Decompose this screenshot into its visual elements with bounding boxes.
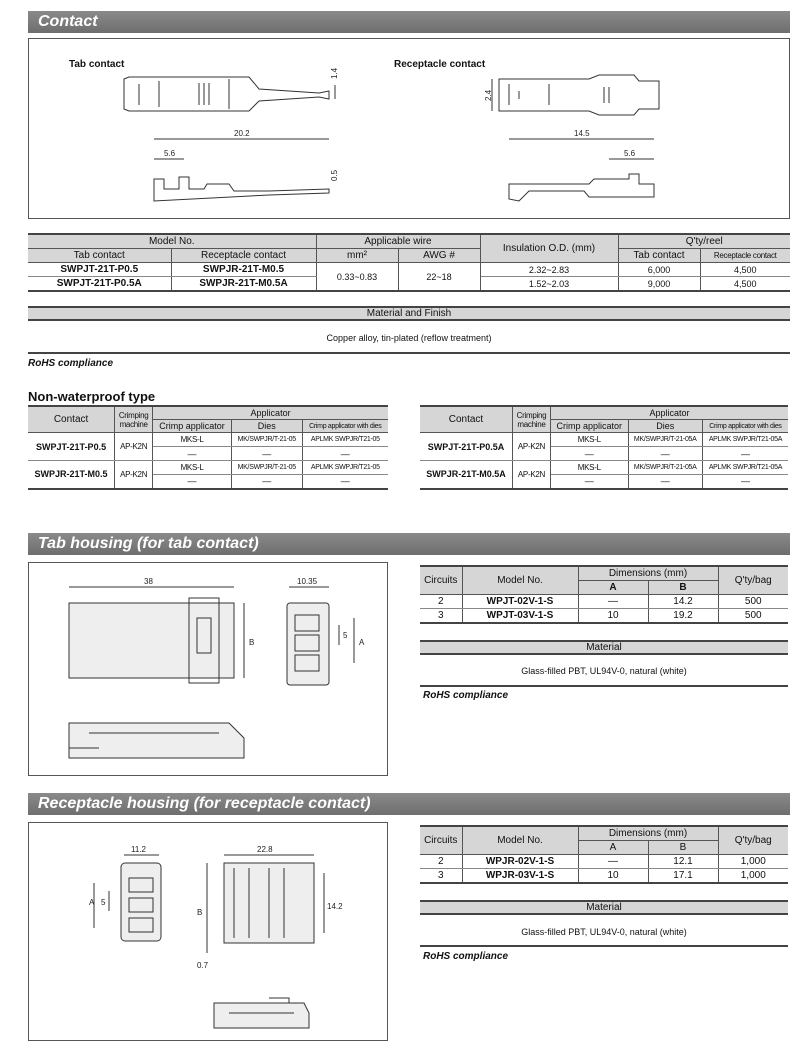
table-cell: 9,000 xyxy=(618,277,700,292)
table-cell: 17.1 xyxy=(648,869,718,884)
drawing-part xyxy=(420,406,788,489)
table-cell: MKS-L xyxy=(153,461,232,475)
material-text: Glass-filled PBT, UL94V-0, natural (white) xyxy=(521,666,687,676)
table-row xyxy=(28,433,388,447)
material-header: Material and Finish xyxy=(28,306,790,321)
divider xyxy=(28,352,790,354)
table-header-cell: Tab contact xyxy=(28,249,171,263)
table-header-cell: Crimp applicator with dies xyxy=(302,420,388,433)
table-cell: MK/SWPJR/T-21-05A xyxy=(628,433,702,447)
drawing-part xyxy=(69,603,234,678)
material-header: Material xyxy=(420,900,788,915)
table-cell: MK/SWPJR/T-21-05A xyxy=(628,461,702,475)
table-cell: — xyxy=(628,475,702,489)
receptacle-housing-drawing xyxy=(29,823,387,1040)
divider xyxy=(420,945,788,947)
table-cell: MK/SWPJR/T-21-05 xyxy=(231,461,302,475)
table-cell: 4,500 xyxy=(700,277,790,292)
table-row xyxy=(420,855,788,869)
table-header-cell: Q'ty/bag xyxy=(718,566,788,595)
table-cell: 3 xyxy=(420,609,462,624)
table-row xyxy=(420,869,788,884)
material-text: Copper alloy, tin-plated (reflow treatment) xyxy=(326,333,492,343)
table-header-cell: Crimp applicator xyxy=(550,420,628,433)
tab-housing-drawing-box xyxy=(28,562,388,776)
table-header-cell: Crimp applicator with dies xyxy=(702,420,788,433)
table-header-cell: Circuits xyxy=(420,566,462,595)
table-header-cell: Model No. xyxy=(462,826,578,855)
dimension-label: A xyxy=(359,638,365,647)
table-header-cell: B xyxy=(648,581,718,595)
table-header-cell: AWG # xyxy=(398,249,480,263)
dimension-label: 0.7 xyxy=(197,961,209,970)
drawing-part xyxy=(124,77,329,111)
drawing-part xyxy=(28,406,388,489)
table-row xyxy=(420,406,788,420)
table-cell: SWPJT-21T-P0.5A xyxy=(28,277,171,292)
table-cell: SWPJR-21T-M0.5 xyxy=(28,461,115,489)
table-cell: 6,000 xyxy=(618,263,700,277)
section-header-receptacle-housing: Receptacle housing (for receptacle contact) xyxy=(28,793,790,815)
table-row xyxy=(28,461,388,475)
table-cell: AP-K2N xyxy=(115,461,153,489)
table-cell: APLMK SWPJR/T21-05 xyxy=(302,433,388,447)
table-cell: SWPJR-21T-M0.5A xyxy=(171,277,316,292)
dimension-label: 10.35 xyxy=(297,577,318,586)
table-row xyxy=(28,234,790,249)
table-cell: 3 xyxy=(420,869,462,884)
table-row xyxy=(28,249,790,263)
drawing-part xyxy=(154,177,329,201)
dimension-label: 5.6 xyxy=(624,149,636,158)
receptacle-housing-table xyxy=(420,825,788,884)
table-cell: APLMK SWPJR/T21-05A xyxy=(702,461,788,475)
table-cell: — xyxy=(702,447,788,461)
table-cell: 10 xyxy=(578,609,648,624)
table-cell: 500 xyxy=(718,609,788,624)
table-header-cell: Receptacle contact xyxy=(700,249,790,263)
contact-spec-table xyxy=(28,233,790,292)
drawing-part xyxy=(420,826,788,883)
table-header-cell: Tab contact xyxy=(618,249,700,263)
table-cell: APLMK SWPJR/T21-05 xyxy=(302,461,388,475)
table-row xyxy=(420,461,788,475)
drawing-part xyxy=(121,863,161,941)
table-cell: 22~18 xyxy=(398,263,480,292)
table-cell: APLMK SWPJR/T21-05A xyxy=(702,433,788,447)
tab-housing-drawing xyxy=(29,563,387,775)
table-cell: 1,000 xyxy=(718,869,788,884)
table-header-cell: Contact xyxy=(420,406,512,433)
table-cell: 12.1 xyxy=(648,855,718,869)
tab-contact-label: Tab contact xyxy=(69,59,125,70)
dimension-label: 5 xyxy=(343,631,348,640)
table-header-cell: Model No. xyxy=(462,566,578,595)
table-cell: WPJT-03V-1-S xyxy=(462,609,578,624)
table-cell: — xyxy=(628,447,702,461)
dimension-label: 5.6 xyxy=(164,149,176,158)
table-cell: 2.32~2.83 xyxy=(480,263,618,277)
table-cell: 2 xyxy=(420,595,462,609)
table-row xyxy=(420,826,788,841)
dimension-label: 22.8 xyxy=(257,845,273,854)
drawing-part xyxy=(499,75,659,115)
dimension-label: 5 xyxy=(101,898,106,907)
drawing-part xyxy=(214,1003,309,1028)
table-row xyxy=(420,433,788,447)
table-cell: — xyxy=(153,475,232,489)
table-header-cell: Dimensions (mm) xyxy=(578,826,718,841)
table-header-cell: Applicator xyxy=(550,406,788,420)
dimension-label: 14.5 xyxy=(574,129,590,138)
table-header-cell: Insulation O.D. (mm) xyxy=(480,234,618,263)
dimension-label: B xyxy=(249,638,255,647)
dimension-label: 0.5 xyxy=(330,169,339,181)
table-cell: MKS-L xyxy=(153,433,232,447)
table-cell: 19.2 xyxy=(648,609,718,624)
table-cell: WPJR-03V-1-S xyxy=(462,869,578,884)
receptacle-contact-top-view xyxy=(484,75,659,115)
section-header-contact: Contact xyxy=(28,11,790,33)
tab-contact-side-view xyxy=(154,129,339,201)
rohs-note: RoHS compliance xyxy=(423,690,509,701)
table-cell: SWPJT-21T-P0.5 xyxy=(28,263,171,277)
receptacle-contact-label: Receptacle contact xyxy=(394,59,486,70)
dimension-label: 14.2 xyxy=(327,902,343,911)
table-header-cell: Receptacle contact xyxy=(171,249,316,263)
rohs-note: RoHS compliance xyxy=(423,951,509,962)
table-header-cell: Dies xyxy=(628,420,702,433)
table-cell: MKS-L xyxy=(550,461,628,475)
table-cell: SWPJT-21T-P0.5A xyxy=(420,433,512,461)
table-cell: 1,000 xyxy=(718,855,788,869)
table-cell: — xyxy=(231,475,302,489)
table-cell: AP-K2N xyxy=(512,433,550,461)
drawing-part xyxy=(420,566,788,623)
non-waterproof-title: Non-waterproof type xyxy=(28,389,156,404)
dimension-label: 20.2 xyxy=(234,129,250,138)
table-header-cell: Circuits xyxy=(420,826,462,855)
table-header-cell: Model No. xyxy=(28,234,316,249)
tab-contact-top-view xyxy=(124,67,339,111)
table-cell: — xyxy=(231,447,302,461)
table-cell: 4,500 xyxy=(700,263,790,277)
table-cell: WPJR-02V-1-S xyxy=(462,855,578,869)
table-row xyxy=(28,406,388,420)
table-cell: 10 xyxy=(578,869,648,884)
table-cell: MK/SWPJR/T-21-05 xyxy=(231,433,302,447)
table-row xyxy=(420,609,788,624)
table-header-cell: Crimping machine xyxy=(512,406,550,433)
table-header-cell: mm² xyxy=(316,249,398,263)
rohs-note: RoHS compliance xyxy=(28,358,114,369)
dimension-label: 38 xyxy=(144,577,153,586)
table-cell: 14.2 xyxy=(648,595,718,609)
table-header-cell: B xyxy=(648,841,718,855)
divider xyxy=(420,685,788,687)
table-header-cell: Applicable wire xyxy=(316,234,480,249)
table-header-cell: Q'ty/reel xyxy=(618,234,790,249)
table-cell: — xyxy=(302,447,388,461)
drawing-part xyxy=(69,723,244,758)
table-cell: SWPJR-21T-M0.5 xyxy=(171,263,316,277)
drawing-part xyxy=(509,174,654,201)
material-text: Glass-filled PBT, UL94V-0, natural (white) xyxy=(521,927,687,937)
table-header-cell: Crimp applicator xyxy=(153,420,232,433)
table-header-cell: A xyxy=(578,841,648,855)
table-row xyxy=(420,566,788,581)
table-cell: SWPJR-21T-M0.5A xyxy=(420,461,512,489)
table-cell: 2 xyxy=(420,855,462,869)
table-header-cell: Q'ty/bag xyxy=(718,826,788,855)
table-cell: — xyxy=(702,475,788,489)
table-cell: 1.52~2.03 xyxy=(480,277,618,292)
dimension-label: 1.4 xyxy=(330,67,339,79)
contact-drawings xyxy=(29,39,789,219)
applicator-table-right xyxy=(420,405,788,490)
table-cell: — xyxy=(550,475,628,489)
dimension-label: 11.2 xyxy=(131,845,146,854)
dimension-label: A xyxy=(89,898,95,907)
material-header: Material xyxy=(420,640,788,655)
table-header-cell: Dies xyxy=(231,420,302,433)
table-row xyxy=(28,263,790,277)
receptacle-contact-side-view xyxy=(509,129,654,201)
drawing-part xyxy=(139,79,229,109)
table-cell: 500 xyxy=(718,595,788,609)
table-header-cell: Dimensions (mm) xyxy=(578,566,718,581)
section-header-tab-housing: Tab housing (for tab contact) xyxy=(28,533,790,555)
drawing-part xyxy=(509,84,609,105)
table-row xyxy=(420,595,788,609)
contact-drawing-box xyxy=(28,38,790,219)
table-header-cell: Contact xyxy=(28,406,115,433)
table-cell: — xyxy=(578,855,648,869)
table-cell: AP-K2N xyxy=(115,433,153,461)
table-cell: MKS-L xyxy=(550,433,628,447)
table-cell: AP-K2N xyxy=(512,461,550,489)
table-cell: 0.33~0.83 xyxy=(316,263,398,292)
table-cell: — xyxy=(302,475,388,489)
table-cell: — xyxy=(153,447,232,461)
table-cell: SWPJT-21T-P0.5 xyxy=(28,433,115,461)
table-cell: — xyxy=(578,595,648,609)
dimension-label: 2.4 xyxy=(484,89,493,101)
table-header-cell: Crimping machine xyxy=(115,406,153,433)
table-cell: — xyxy=(550,447,628,461)
receptacle-housing-drawing-box xyxy=(28,822,388,1041)
table-cell: WPJT-02V-1-S xyxy=(462,595,578,609)
table-header-cell: Applicator xyxy=(153,406,388,420)
tab-housing-table xyxy=(420,565,788,624)
dimension-label: B xyxy=(197,908,203,917)
drawing-part xyxy=(28,234,790,291)
table-header-cell: A xyxy=(578,581,648,595)
applicator-table-left xyxy=(28,405,388,490)
